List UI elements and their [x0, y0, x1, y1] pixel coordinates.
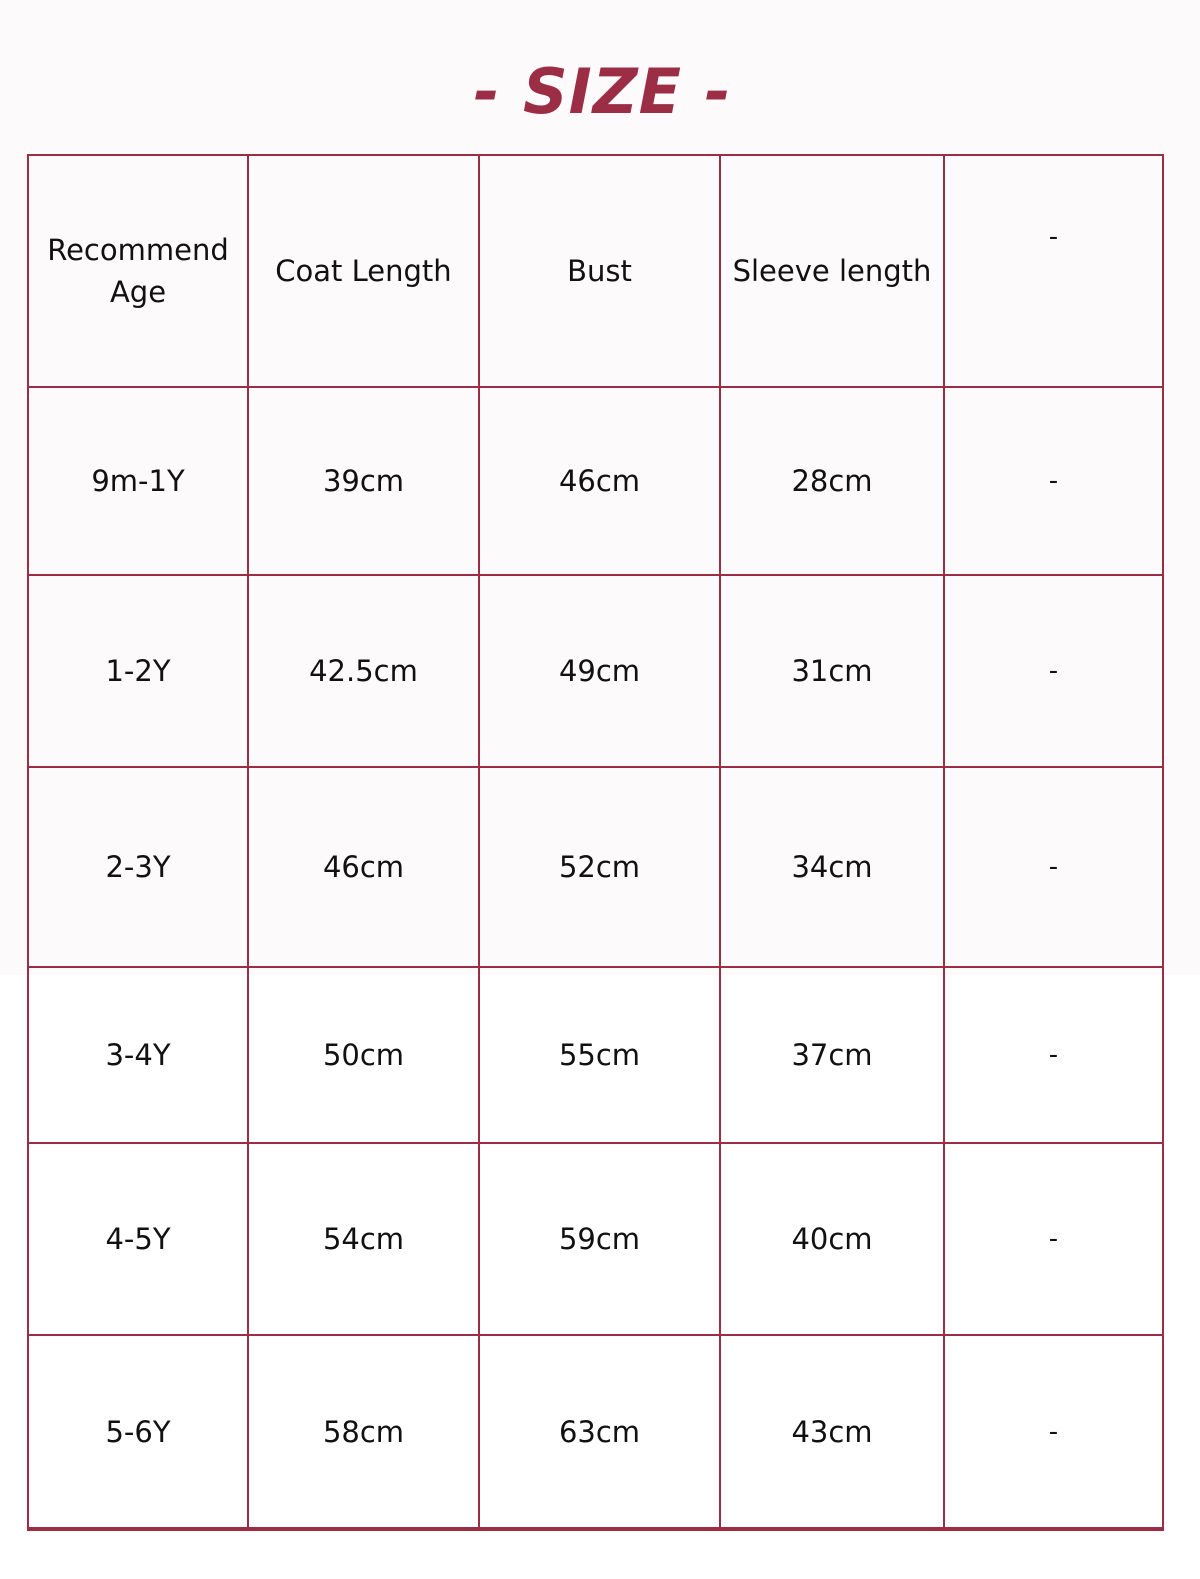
table-row — [28, 967, 1163, 1143]
cell-blank: - — [944, 767, 1163, 967]
cell-sleeve-length: 37cm — [720, 967, 944, 1143]
cell-blank: - — [944, 575, 1163, 767]
table-row — [28, 1143, 1163, 1335]
cell-sleeve-length: 40cm — [720, 1143, 944, 1335]
table-row — [28, 1335, 1163, 1529]
size-chart-table — [27, 154, 1164, 1531]
header-recommend-age: Recommend Age — [28, 155, 248, 387]
cell-bust: 52cm — [479, 767, 720, 967]
cell-blank: - — [944, 1335, 1163, 1529]
cell-sleeve-length: 34cm — [720, 767, 944, 967]
cell-age: 2-3Y — [28, 767, 248, 967]
cell-coat-length: 58cm — [248, 1335, 479, 1529]
cell-blank: - — [944, 967, 1163, 1143]
cell-blank: - — [944, 387, 1163, 575]
header-coat-length: Coat Length — [248, 155, 479, 387]
cell-sleeve-length: 28cm — [720, 387, 944, 575]
table-row — [28, 767, 1163, 967]
cell-age: 9m-1Y — [28, 387, 248, 575]
header-bust: Bust — [479, 155, 720, 387]
cell-bust: 46cm — [479, 387, 720, 575]
table-row — [28, 387, 1163, 575]
cell-bust: 59cm — [479, 1143, 720, 1335]
cell-age: 3-4Y — [28, 967, 248, 1143]
table-row — [28, 575, 1163, 767]
cell-coat-length: 50cm — [248, 967, 479, 1143]
cell-sleeve-length: 43cm — [720, 1335, 944, 1529]
cell-coat-length: 46cm — [248, 767, 479, 967]
table-header-row — [28, 155, 1163, 387]
cell-bust: 63cm — [479, 1335, 720, 1529]
cell-age: 1-2Y — [28, 575, 248, 767]
header-sleeve-length: Sleeve length — [720, 155, 944, 387]
page-title: - SIZE - — [473, 55, 732, 128]
cell-coat-length: 42.5cm — [248, 575, 479, 767]
cell-coat-length: 54cm — [248, 1143, 479, 1335]
cell-blank: - — [944, 1143, 1163, 1335]
cell-bust: 49cm — [479, 575, 720, 767]
cell-age: 4-5Y — [28, 1143, 248, 1335]
cell-coat-length: 39cm — [248, 387, 479, 575]
cell-bust: 55cm — [479, 967, 720, 1143]
cell-sleeve-length: 31cm — [720, 575, 944, 767]
header-blank: - — [944, 155, 1163, 387]
cell-age: 5-6Y — [28, 1335, 248, 1529]
